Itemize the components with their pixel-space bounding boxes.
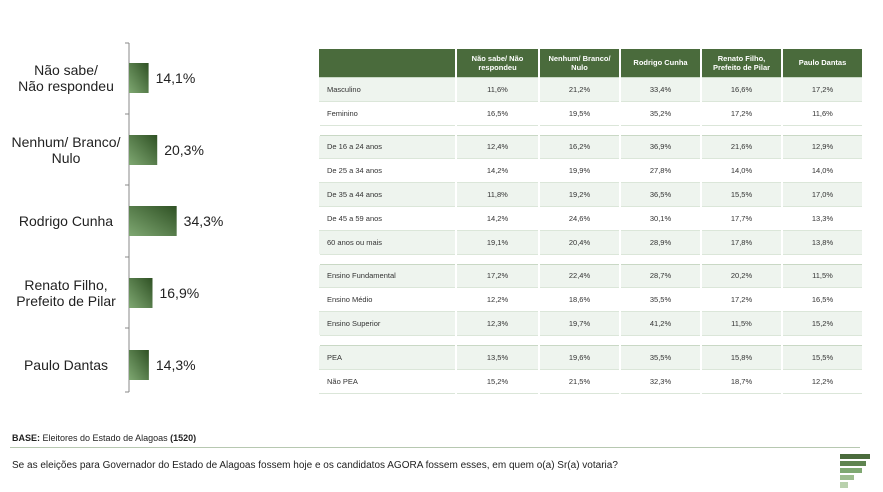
table-header-row xyxy=(319,49,862,78)
gap-cell xyxy=(319,254,862,264)
table-cell: 12,2% xyxy=(456,288,539,312)
row-label: De 25 a 34 anos xyxy=(319,159,456,183)
gap-cell xyxy=(319,335,862,345)
table-cell: 13,8% xyxy=(782,230,862,254)
table-cell: 15,5% xyxy=(782,345,862,369)
category-label: Paulo Dantas xyxy=(23,357,109,373)
table-cell: 21,5% xyxy=(539,369,620,393)
base-text: Eleitores do Estado de Alagoas xyxy=(42,433,168,443)
table-cell: 11,6% xyxy=(456,78,539,102)
group-gap xyxy=(319,125,862,135)
table-row xyxy=(319,369,862,393)
base-label: BASE: xyxy=(12,433,41,443)
bar-value-label: 14,3% xyxy=(155,357,196,373)
table-cell: 19,9% xyxy=(539,159,620,183)
base-note xyxy=(12,433,196,443)
table-cell: 12,9% xyxy=(782,135,862,159)
table-cell: 17,2% xyxy=(782,78,862,102)
table-cell: 35,2% xyxy=(620,101,701,125)
row-label: Feminino xyxy=(319,101,456,125)
table-row xyxy=(319,135,862,159)
base-count: (1520) xyxy=(170,433,197,443)
table-cell: 19,5% xyxy=(539,101,620,125)
bar xyxy=(129,278,152,308)
row-label: Ensino Superior xyxy=(319,312,456,336)
bar-value-label: 14,1% xyxy=(155,70,196,86)
table-cell: 14,0% xyxy=(782,159,862,183)
table-cell: 16,6% xyxy=(701,78,782,102)
bar-chart xyxy=(0,0,300,420)
table-cell: 22,4% xyxy=(539,264,620,288)
column-header: Renato Filho, Prefeito de Pilar xyxy=(701,49,782,78)
category-label: Nenhum/ Branco/ Nulo xyxy=(11,134,121,166)
table-cell: 17,8% xyxy=(701,230,782,254)
table-cell: 17,2% xyxy=(701,101,782,125)
bar xyxy=(129,350,149,380)
bar-value-label: 20,3% xyxy=(164,142,204,158)
table-cell: 13,5% xyxy=(456,345,539,369)
column-header: Nenhum/ Branco/ Nulo xyxy=(539,49,620,78)
column-header: Não sabe/ Não respondeu xyxy=(456,49,539,78)
table-cell: 17,0% xyxy=(782,183,862,207)
row-label: 60 anos ou mais xyxy=(319,230,456,254)
table-cell: 19,1% xyxy=(456,230,539,254)
category-label: Não sabe/ Não respondeu xyxy=(18,62,114,94)
bar xyxy=(129,63,149,93)
table-cell: 11,5% xyxy=(782,264,862,288)
table-cell: 11,5% xyxy=(701,312,782,336)
column-header: Rodrigo Cunha xyxy=(620,49,701,78)
table-cell: 17,7% xyxy=(701,206,782,230)
table-cell: 28,7% xyxy=(620,264,701,288)
table-row xyxy=(319,78,862,102)
row-label: Ensino Fundamental xyxy=(319,264,456,288)
table-cell: 11,8% xyxy=(456,183,539,207)
table-cell: 36,9% xyxy=(620,135,701,159)
striped-logo-icon xyxy=(838,452,872,490)
table-cell: 21,6% xyxy=(701,135,782,159)
table-cell: 19,6% xyxy=(539,345,620,369)
table-cell: 20,2% xyxy=(701,264,782,288)
table-cell: 12,2% xyxy=(782,369,862,393)
row-label: Ensino Médio xyxy=(319,288,456,312)
column-header: Paulo Dantas xyxy=(782,49,862,78)
table-cell: 30,1% xyxy=(620,206,701,230)
table-cell: 15,8% xyxy=(701,345,782,369)
table-corner xyxy=(319,49,456,78)
table-cell: 16,5% xyxy=(782,288,862,312)
bar xyxy=(129,135,157,165)
table-cell: 15,2% xyxy=(456,369,539,393)
category-label: Rodrigo Cunha xyxy=(18,213,114,229)
table-cell: 15,2% xyxy=(782,312,862,336)
row-label: PEA xyxy=(319,345,456,369)
table-cell: 16,2% xyxy=(539,135,620,159)
table-cell: 17,2% xyxy=(456,264,539,288)
table-row xyxy=(319,101,862,125)
table-cell: 35,5% xyxy=(620,288,701,312)
group-gap xyxy=(319,254,862,264)
table-row xyxy=(319,159,862,183)
table-cell: 27,8% xyxy=(620,159,701,183)
group-gap xyxy=(319,335,862,345)
table-cell: 11,6% xyxy=(782,101,862,125)
table-cell: 14,2% xyxy=(456,159,539,183)
table-cell: 15,5% xyxy=(701,183,782,207)
table-cell: 12,3% xyxy=(456,312,539,336)
table-cell: 12,4% xyxy=(456,135,539,159)
bar-value-label: 16,9% xyxy=(159,285,200,301)
table-cell: 17,2% xyxy=(701,288,782,312)
bar-value-label: 34,3% xyxy=(183,213,224,229)
category-label: Renato Filho, Prefeito de Pilar xyxy=(16,277,116,309)
table-row xyxy=(319,312,862,336)
row-label: De 35 a 44 anos xyxy=(319,183,456,207)
table-cell: 14,2% xyxy=(456,206,539,230)
table-row xyxy=(319,264,862,288)
gap-cell xyxy=(319,125,862,135)
row-label: Masculino xyxy=(319,78,456,102)
table-cell: 41,2% xyxy=(620,312,701,336)
table-cell: 32,3% xyxy=(620,369,701,393)
row-label: De 45 a 59 anos xyxy=(319,206,456,230)
bars-layer xyxy=(12,43,224,392)
table-cell: 36,5% xyxy=(620,183,701,207)
table-row xyxy=(319,345,862,369)
table-row xyxy=(319,183,862,207)
crosstab-table xyxy=(318,49,862,394)
table-cell: 28,9% xyxy=(620,230,701,254)
table-cell: 24,6% xyxy=(539,206,620,230)
table-cell: 18,7% xyxy=(701,369,782,393)
row-label: De 16 a 24 anos xyxy=(319,135,456,159)
table-cell: 35,5% xyxy=(620,345,701,369)
row-label: Não PEA xyxy=(319,369,456,393)
table-cell: 18,6% xyxy=(539,288,620,312)
table-cell: 13,3% xyxy=(782,206,862,230)
table-cell: 21,2% xyxy=(539,78,620,102)
table-cell: 33,4% xyxy=(620,78,701,102)
table-row xyxy=(319,288,862,312)
footer-divider xyxy=(10,447,860,448)
table-cell: 20,4% xyxy=(539,230,620,254)
bar xyxy=(129,206,177,236)
table-cell: 16,5% xyxy=(456,101,539,125)
table-row xyxy=(319,230,862,254)
table-row xyxy=(319,206,862,230)
table-cell: 19,7% xyxy=(539,312,620,336)
table-body xyxy=(319,78,862,394)
survey-question: Se as eleições para Governador do Estado de Alagoas fossem hoje e os candidatos AGORA fossem esses, em quem o(a) Sr(a) votaria? xyxy=(12,460,618,471)
table-cell: 14,0% xyxy=(701,159,782,183)
table-cell: 19,2% xyxy=(539,183,620,207)
